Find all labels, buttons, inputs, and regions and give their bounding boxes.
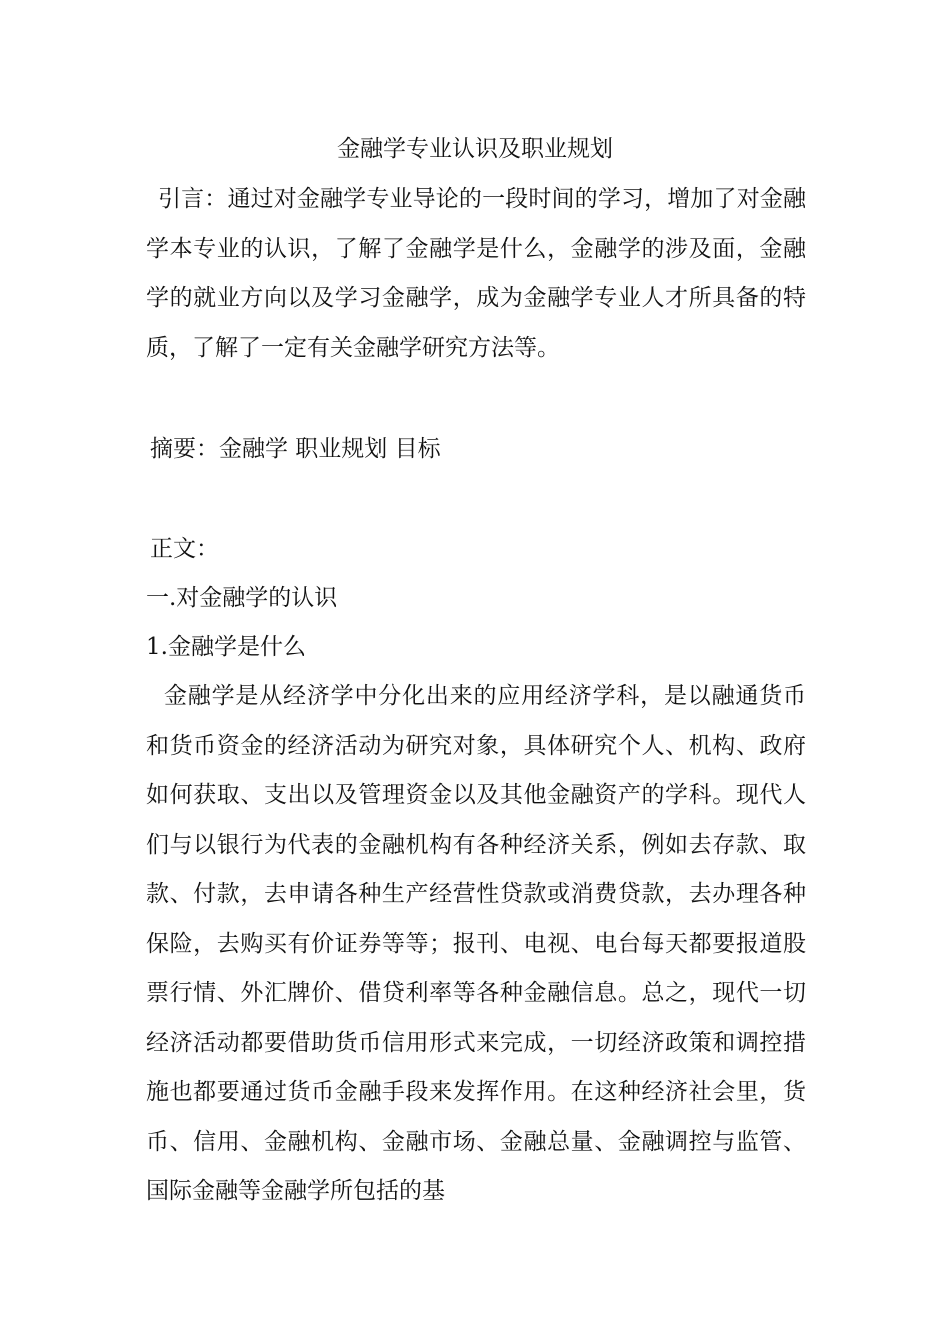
keywords-line: 摘要：金融学 职业规划 目标 [150,436,441,462]
subsection-heading: 1.金融学是什么 [146,634,306,660]
document-title: 金融学专业认识及职业规划 [337,136,613,162]
body-paragraph: 金融学是从经济学中分化出来的应用经济学科，是以融通货币和货币资金的经济活动为研究对象，具体研究个人、机构、政府如何获取、支出以及管理资金以及其他金融资产的学科。现代人们与以银行为代表的金融机构有各种经济关系，例如去存款、取款、付款，去申请各种生产经营性贷款或消费贷款，去办理各种保险，去购买有价证券等等；报刊、电视、电台每天都要报道股票行情、外汇牌价、借贷利率等各种金融信息。总之，现代一切经济活动都要借助货币信用形式来完成，一切经济政策和调控措施也都要通过货币金融手段来发挥作用。在这种经济社会里，货币、信用、金融机构、金融市场、金融总量、金融调控与监管、国际金融等金融学所包括的基 [146,683,806,1204]
intro-paragraph: 引言：通过对金融学专业导论的一段时间的学习，增加了对金融学本专业的认识，了解了金融学是什么，金融学的涉及面，金融学的就业方向以及学习金融学，成为金融学专业人才所具备的特质，了解了一定有关金融学研究方法等。 [146,186,806,361]
body-label: 正文： [150,536,219,562]
section-heading: 一.对金融学的认识 [146,585,338,611]
